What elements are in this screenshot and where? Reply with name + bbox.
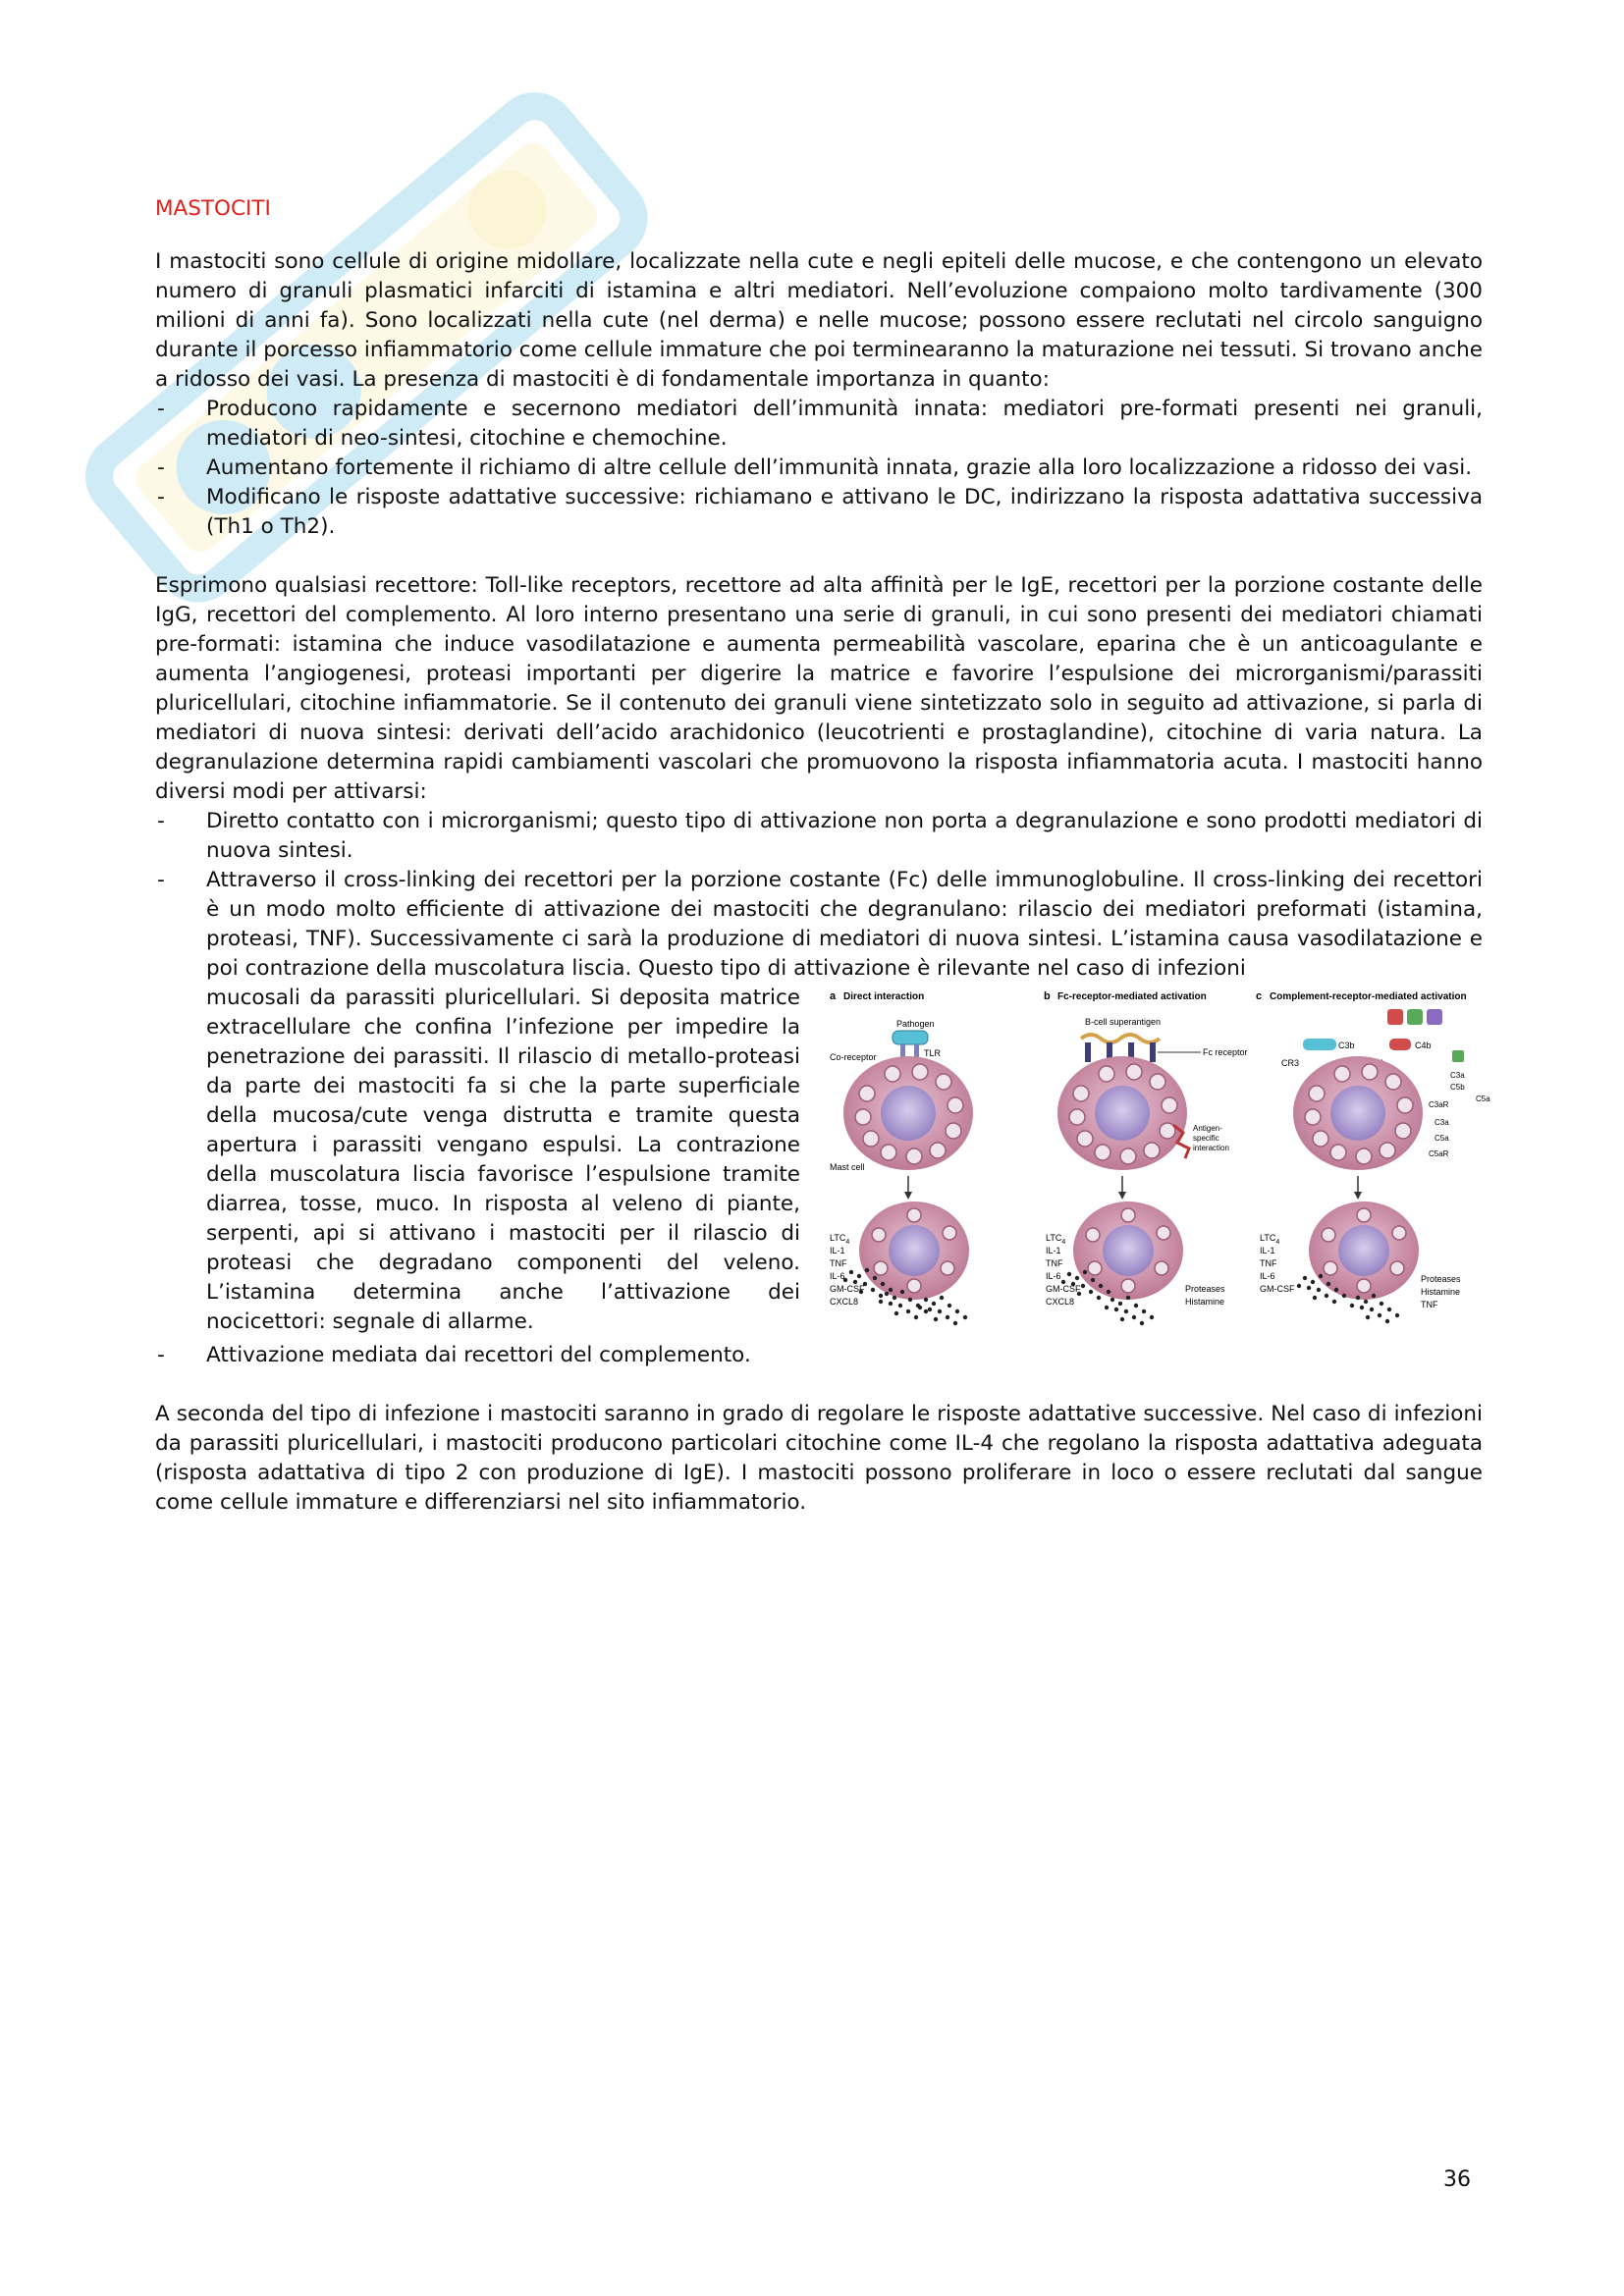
closing-paragraph: A seconda del tipo di infezione i mastociti saranno in grado di regolare le risposte adattative successive. Nel caso di infezioni da parassiti pluricellulari, i mastociti producono particolari citochine come IL-4 che regolano la risposta adattativa adeguata (risposta adattativa di tipo 2 con produzione di IgE). I mastociti possono proliferare in loco o essere reclutati dal sangue come cellule immature e differenziarsi nel sito infiammatorio.: [155, 1402, 1483, 1515]
label: $LTC_4$: [1260, 1233, 1280, 1246]
label: Histamine: [1421, 1287, 1461, 1297]
mediator-dots: [1105, 1296, 1154, 1325]
label: C5aR: [1429, 1149, 1449, 1158]
label: CXCL8: [830, 1297, 859, 1307]
panel-letter: c: [1256, 990, 1263, 1002]
label: CR3: [1281, 1058, 1300, 1068]
label: GM-CSF: [830, 1284, 865, 1294]
label: IL-6: [1046, 1271, 1061, 1281]
intro-paragraph: I mastociti sono cellule di origine midollare, localizzate nella cute e negli epiteli delle mucose, e che contengono un elevato numero di granuli plasmatici infarciti di istamina e altri mediatori. Nell’evoluzione compaiono molto tardivamente (300 milioni di anni fa). Sono localizzati nella cute (nel derma) e nelle mucose; possono essere reclutati nel circolo sanguigno durante il porcesso infiammatorio come cellule immature che poi terminearanno la maturazione nei tessuti. Si trovano anche a ridosso dei vasi. La presenza di mastociti è di fondamentale importanza in quanto:: [155, 249, 1483, 392]
label: IL-1: [1260, 1246, 1275, 1255]
label: $LTC_4$: [1046, 1233, 1066, 1246]
label: TLR: [924, 1048, 942, 1058]
label: Co-receptor: [830, 1052, 877, 1062]
label: IL-1: [1046, 1246, 1061, 1255]
label: TNF: [1260, 1258, 1277, 1268]
list-item-text: - Attraverso il cross-linking dei recettori per la porzione costante (Fc) delle immunoglobuline. Il cross-linking dei recettori è un modo molto efficiente di attivazione dei mastociti che degranulano: rilascio dei mediatori preformati (istamina, proteasi, TNF). Successivamente ci sarà la produzione di mediatori di nuova sintesi. L’istamina causa vasodilatazione e poi contrazione della muscolatura liscia. Questo tipo di attivazione è rilevante nel caso di infezioni: [206, 868, 1483, 981]
receptors-paragraph: Esprimono qualsiasi recettore: Toll-like receptors, recettore ad alta affinità per le IgE, recettori per la porzione costante delle IgG, recettori del complemento. Al loro interno presentano una serie di granuli, in cui sono presenti dei mediatori chiamati pre-formati: istamina che induce vasodilatazione e aumenta permeabilità vascolare, eparina che è un anticoagulante e aumenta l’angiogenesi, proteasi importanti per digerire la matrice e favorire l’espulsione dei microrganismi/parassiti pluricellulari, citochine infiammatorie. Se il contenuto dei granuli viene sintetizzato solo in seguito ad attivazione, si parla di mediatori di nuova sintesi: derivati dell’acido arachidonico (leucotrienti e prostaglandine), citochine di varia natura. La degranulazione determina rapidi cambiamenti vascolari che promuovono la risposta infiammatoria acuta. I mastociti hanno diversi modi per attivarsi:: [155, 573, 1483, 804]
label: C5a: [1476, 1095, 1490, 1103]
label: IL-1: [830, 1246, 845, 1255]
panel-complement-receptor-activation: [1256, 990, 1490, 1323]
importance-list: [155, 395, 1483, 542]
panel-letter: a: [830, 990, 837, 1002]
label: B-cell superantigen: [1085, 1017, 1162, 1027]
label: C4b: [1415, 1041, 1432, 1050]
label: C3aR: [1429, 1100, 1449, 1109]
panel-title: Direct interaction: [843, 991, 925, 1002]
list-item: - Diretto contatto con i microrganismi; questo tipo di attivazione non porta a degranulazione e sono prodotti mediatori di nuova sintesi.: [155, 807, 1483, 866]
label: Proteases: [1185, 1284, 1225, 1294]
page-number: 36: [1443, 2167, 1471, 2192]
label: specific: [1193, 1134, 1219, 1143]
label: Proteases: [1421, 1274, 1461, 1284]
label: C3a: [1435, 1118, 1449, 1127]
activated-mast-cell-icon: [1073, 1201, 1183, 1300]
label: IL-6: [830, 1271, 845, 1281]
activated-mast-cell-icon: [859, 1201, 969, 1300]
label: TNF: [830, 1258, 847, 1268]
label: GM-CSF: [1046, 1284, 1081, 1294]
label: TNF: [1046, 1258, 1063, 1268]
label: C3a: [1450, 1071, 1465, 1080]
label: C5b: [1450, 1083, 1465, 1092]
mast-cell-icon: [843, 1056, 973, 1170]
mast-cell-activation-figure: [828, 988, 1495, 1341]
label: Mast cell: [830, 1162, 865, 1172]
panel-letter: b: [1044, 990, 1051, 1002]
label: C5a: [1435, 1134, 1449, 1143]
list-item: - Attivazione mediata dai recettori del complemento.: [155, 1341, 1483, 1370]
list-item-fc-activation: [155, 866, 1490, 1341]
panel-title: Fc-receptor-mediated activation: [1057, 991, 1207, 1002]
label: $LTC_4$: [830, 1233, 850, 1246]
label: interaction: [1193, 1144, 1229, 1152]
activated-mast-cell-icon: [1309, 1201, 1419, 1300]
label: Antigen-: [1193, 1124, 1222, 1133]
panel-fc-receptor-activation: [1044, 990, 1248, 1325]
panel-direct-interaction: [830, 990, 973, 1325]
pathogen-shape: [893, 1031, 928, 1044]
mast-cell-icon: [1293, 1056, 1423, 1170]
label: Fc receptor: [1203, 1047, 1248, 1057]
label: IL-6: [1260, 1271, 1275, 1281]
list-item: - Modificano le risposte adattative successive: richiamano e attivano le DC, indirizzano la risposta adattativa successiva (Th1 o Th2).: [155, 483, 1483, 542]
list-item: - Aumentano fortemente il richiamo di altre cellule dell’immunità innata, grazie alla loro localizzazione a ridosso dei vasi.: [155, 454, 1483, 483]
label: Pathogen: [896, 1019, 935, 1029]
panel-title: Complement-receptor-mediated activation: [1270, 991, 1467, 1002]
label: C3b: [1338, 1041, 1355, 1050]
activation-list: [155, 807, 1490, 1370]
mast-cell-icon: [1057, 1056, 1187, 1170]
label: GM-CSF: [1260, 1284, 1295, 1294]
section-title: MASTOCITI: [155, 196, 271, 221]
label: CXCL8: [1046, 1297, 1075, 1307]
document-page: [155, 187, 1490, 1518]
list-item: - Producono rapidamente e secernono mediatori dell’immunità innata: mediatori pre-formati presenti nei granuli, mediatori di neo-sintesi, citochine e chemochine.: [155, 395, 1483, 454]
label: Histamine: [1185, 1297, 1225, 1307]
list-item-text-continued: mucosali da parassiti pluricellulari. Si deposita matrice extracellulare che confina l’infezione per impedire la penetrazione dei parassiti. Il rilascio di metallo-proteasi da parte dei mastociti fa si che la parte superficiale della mucosa/cute venga distrutta e tramite questa apertura i parassiti vengano espulsi. La contrazione della muscolatura liscia favorisce l’espulsione tramite diarrea, tosse, muco. In risposta al veleno di piante, serpenti, api si attivano i mastociti per il rilascio di proteasi che degradano componenti del veleno. L’istamina determina anche l’attivazione dei nocicettori: segnale di allarme.: [206, 986, 800, 1334]
label: TNF: [1421, 1300, 1438, 1309]
